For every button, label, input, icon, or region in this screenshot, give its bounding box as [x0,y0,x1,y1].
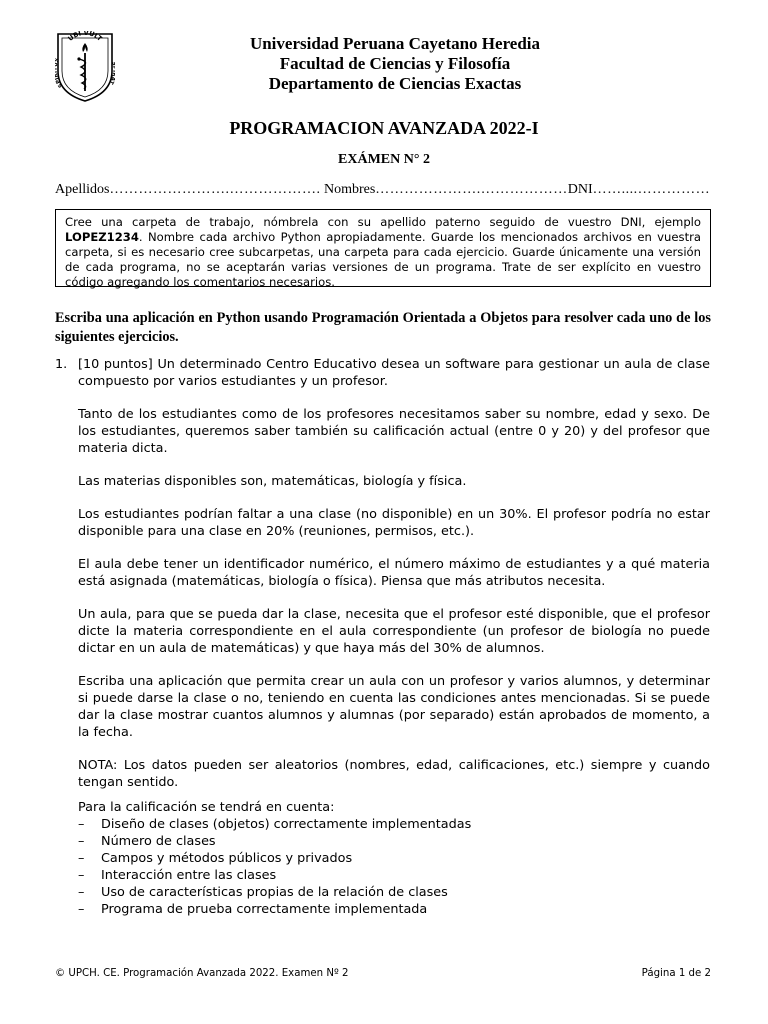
grading-item [78,816,710,833]
question-paragraph: El aula debe tener un identificador numérico, el número máximo de estudiantes y a qué materia está asignada (matemáticas, biología o física). Piensa que más atributos necesita. [78,557,710,589]
grading-item-label: Programa de prueba correctamente implementada [101,902,428,917]
question-paragraph: Las materias disponibles son, matemáticas, biología y física. [78,474,467,489]
names-blank: ………………….……………… [375,182,568,197]
grading-title: Para la calificación se tendrá en cuenta: [78,800,335,815]
question-paragraph: Los estudiantes podrían faltar a una clase (no disponible) en un 30%. El profesor podría no estar disponible para una clase en 20% (reuniones, permisos, etc.). [78,507,710,539]
svg-text:UBI VULT [66,31,104,43]
instructions-example: LOPEZ1234 [65,230,139,244]
grading-item-label: Interacción entre las clases [101,868,277,883]
question-body [78,356,710,807]
document-header [130,34,660,94]
grading-item [78,867,710,884]
grading-list [78,816,710,918]
bullet-dash: – [78,885,85,900]
grading-item-label: Campos y métodos públicos y privados [101,851,353,866]
svg-text:SPIRAT [107,61,115,85]
dni-label: DNI [567,182,593,197]
footer-copyright: © UPCH. CE. Programación Avanzada 2022. Examen Nº 2 [55,968,349,979]
grading-item [78,884,710,901]
crest-motto-left: SP [55,78,65,89]
crest-motto-top: UBI VULT [66,31,104,43]
question-paragraph: [10 puntos] Un determinado Centro Educativo desea un software para gestionar un aula de clase compuesto por varios estudiantes y un profesor. [78,357,710,389]
exam-title: PROGRAMACION AVANZADA 2022-I [229,118,539,138]
grading-item-label: Número de clases [101,834,216,849]
question-paragraph: NOTA: Los datos pueden ser aleatorios (nombres, edad, calificaciones, etc.) siempre y cuando tengan sentido. [78,758,710,790]
exam-number: EXÁMEN N° 2 [338,152,430,167]
instructions-text-2: . Nombre cada archivo Python apropiadamente. Guarde los mencionados archivos en vuestra carpeta, si es necesario cree subcarpetas, una carpeta para cada ejercicio. Guarde únicamente una versión de cada programa, no se aceptarán varias versiones de un programa. Trate de ser explícito en vuestro código agregando los comentarios necesarios. [65,230,701,289]
university-name: Universidad Peruana Cayetano Heredia [249,34,541,53]
exercise-intro: Escriba una aplicación en Python usando Programación Orientada a Objetos para resolver cada uno de los siguientes ejercicios. [55,310,711,345]
bullet-dash: – [78,851,85,866]
grading-item [78,833,710,850]
student-fields [55,182,710,198]
svg-text:SPIRITUS [55,57,64,88]
grading-criteria [78,799,710,918]
grading-item [78,850,710,867]
bullet-dash: – [78,817,85,832]
department-name: Departamento de Ciencias Exactas [268,74,522,93]
instructions-text-1: Cree una carpeta de trabajo, nómbrela con su apellido paterno seguido de vuestro DNI, ejemplo [65,215,701,229]
crest-motto-right: T [107,78,115,86]
question-paragraph: Escriba una aplicación que permita crear un aula con un profesor y varios alumnos, y determinar si puede darse la clase o no, teniendo en cuenta las condiciones antes mencionadas. Si se puede dar la clase mostrar cuantos alumnos y alumnas (por separado) están aprobados de momento, a la fecha. [78,674,710,740]
bullet-dash: – [78,868,85,883]
grading-item-label: Diseño de clases (objetos) correctamente implementadas [101,817,472,832]
grading-item-label: Uso de características propias de la relación de clases [101,885,448,900]
university-crest-icon [55,31,115,103]
dni-blank: ……....…………… [592,182,711,197]
surname-blank: …………………….………………. [109,182,321,197]
instructions-box [55,209,711,287]
question-paragraph: Un aula, para que se pueda dar la clase, necesita que el profesor esté disponible, que el profesor dicte la materia correspondiente en el aula correspondiente (un profesor de biología no puede dictar en un aula de matemáticas) y que haya más del 30% de alumnos. [78,607,710,656]
names-label: Nombres [323,182,376,197]
grading-item [78,901,710,918]
question-paragraph: Tanto de los estudiantes como de los profesores necesitamos saber su nombre, edad y sexo. De los estudiantes, queremos saber también su calificación actual (entre 0 y 20) y del profesor que materia dicta. [78,407,710,456]
bullet-dash: – [78,834,85,849]
bullet-dash: – [78,902,85,917]
faculty-name: Facultad de Ciencias y Filosofía [279,54,511,73]
question-number: 1. [55,357,68,372]
surname-label: Apellidos [55,182,110,197]
page-number: Página 1 de 2 [641,968,711,979]
